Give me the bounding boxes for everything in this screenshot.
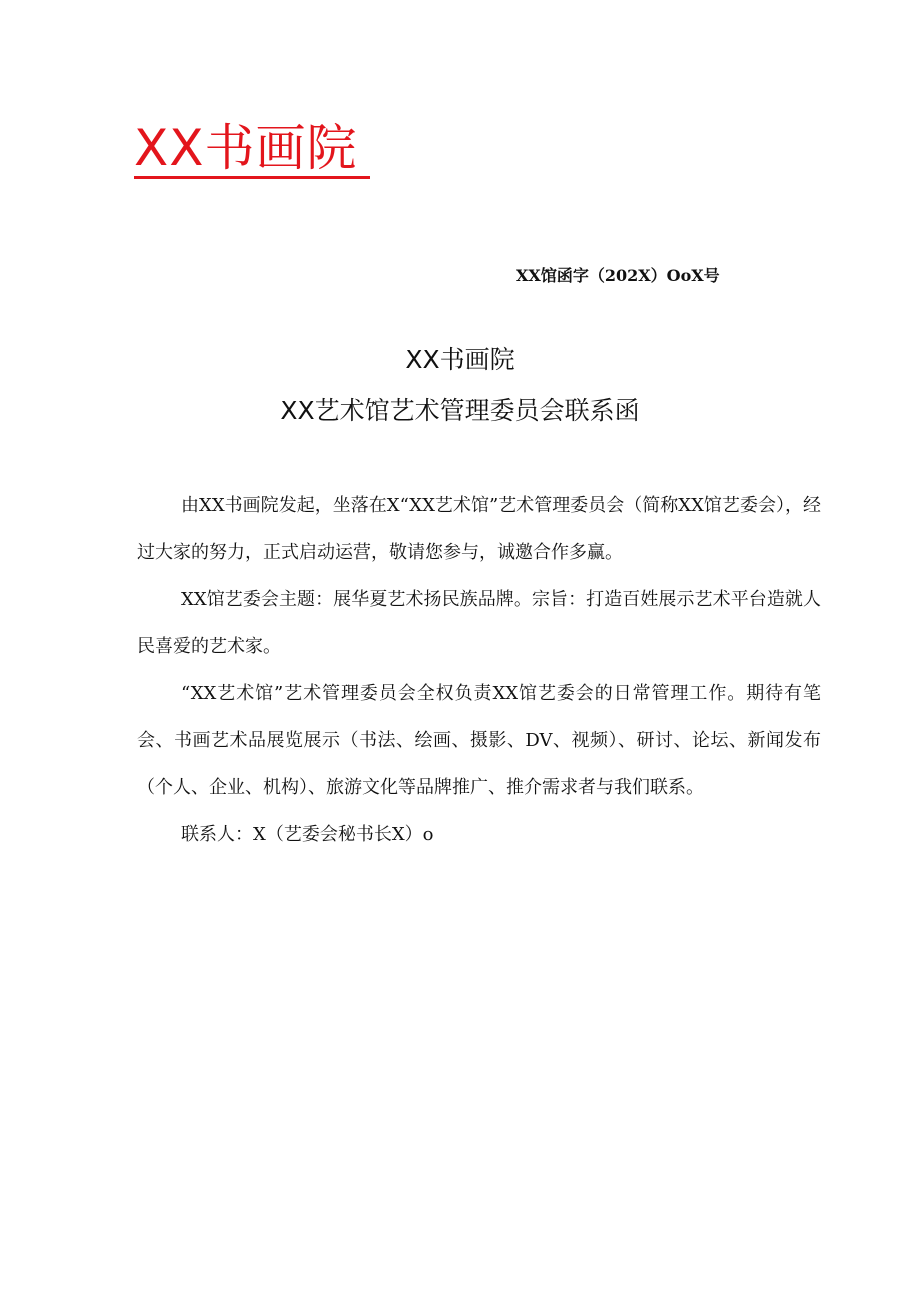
paragraph-theme: XX馆艺委会主题：展华夏艺术扬民族品牌。宗旨：打造百姓展示艺术平台造就人民喜爱的艺术家。 bbox=[137, 589, 821, 657]
document-title-line-1: XX书画院 bbox=[405, 345, 515, 374]
letterhead bbox=[134, 118, 370, 179]
document-title-line-2: XX艺术馆艺术管理委员会联系函 bbox=[280, 396, 640, 425]
letterhead-title: XX书画院 bbox=[134, 119, 358, 177]
document-reference-number: XX馆函字（202X）OoX号 bbox=[516, 266, 720, 285]
letter-body bbox=[137, 482, 821, 858]
paragraph-introduction: 由XX书画院发起，坐落在X“XX艺术馆”艺术管理委员会（简称XX馆艺委会），经过大家的努力，正式启动运营，敬请您参与，诚邀合作多赢。 bbox=[137, 495, 821, 563]
paragraph-contact: 联系人：X（艺委会秘书长X）o bbox=[181, 824, 434, 845]
paragraph-responsibilities: “XX艺术馆”艺术管理委员会全权负责XX馆艺委会的日常管理工作。期待有笔会、书画艺术品展览展示（书法、绘画、摄影、DV、视频）、研讨、论坛、新闻发布（个人、企业、机构）、旅游文化等品牌推广、推介需求者与我们联系。 bbox=[137, 683, 821, 798]
